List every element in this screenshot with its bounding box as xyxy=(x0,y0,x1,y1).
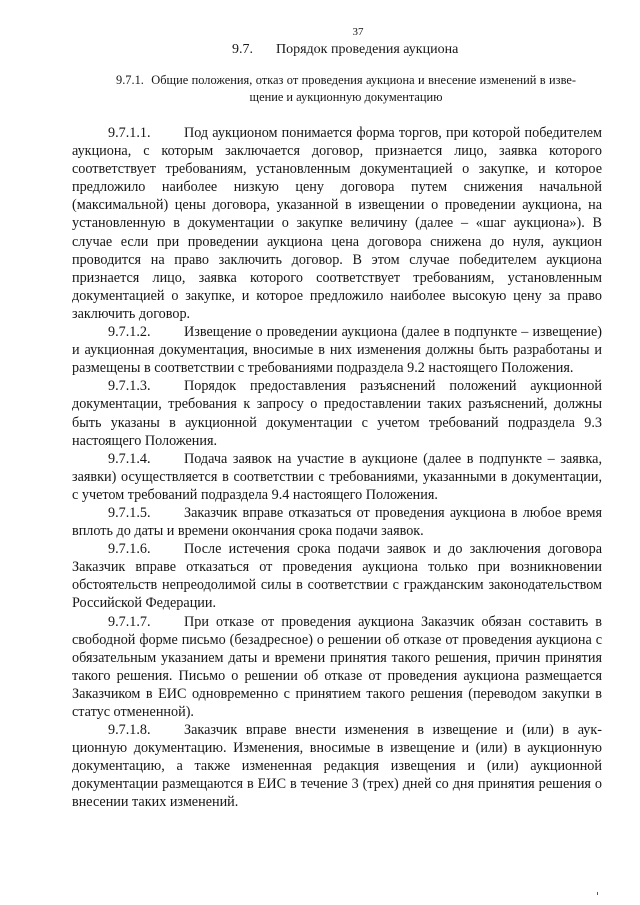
paragraph-number: 9.7.1.4. xyxy=(108,450,151,467)
paragraph-text: Подача заявок на участие в аукционе (далее в подпункте – заявка, заявки) осуществляется в соответствии с требованиями, указанными в документации, с учетом требований подраздела 9.4 настоящего Положения. xyxy=(72,450,602,503)
paragraph-number: 9.7.1.3. xyxy=(108,378,151,395)
paragraph-text: При отказе от проведения аукциона Заказчик обязан составить в свободной форме письмо (безадресное) о решении об отказе от проведения аукциона с обязательным указанием даты и времени принятия такого решения, причин принятия такого решения. Письмо о решении об отказе от проведения аукциона размещается Заказчиком в ЕИС одновременно с принятием такого решения (переводом закупки в статус отмененной). xyxy=(72,613,602,720)
paragraph-text: Порядок предоставления разъяснений положений аукционной документации, требования к запросу о предоставлении таких разъяснений, должны быть указаны в аукционной документации с учетом требований подраздела 9.3 настоящего Положения. xyxy=(72,378,602,449)
paragraph xyxy=(72,613,602,722)
subsection-heading xyxy=(116,72,576,105)
document-body xyxy=(72,124,602,812)
page-number: 37 xyxy=(352,26,364,38)
subsection-number: 9.7.1. xyxy=(116,73,144,87)
subsection-title: Общие положения, отказ от проведения аукциона и внесение изменений в извещение и аукционную документацию xyxy=(151,73,576,104)
paragraph-number: 9.7.1.6. xyxy=(108,541,151,558)
scan-speck xyxy=(597,892,598,895)
paragraph-text: Извещение о проведении аукциона (далее в подпункте – извещение) и аукционная документация, вносимые в них изменения должны быть разработаны и размещены в соответствии с требованиями подраздела 9.2 настоящего Положения. xyxy=(72,324,602,377)
section-heading xyxy=(232,42,458,58)
paragraph xyxy=(72,377,602,449)
paragraph xyxy=(72,504,602,540)
paragraph-text: Заказчик вправе внести изменения в извещение и (или) в аукционную документацию. Изменения, вносимые в извещение и (или) в аукционную документацию, а также измененная редакция извещения и (или) аукционной документации размещаются в ЕИС в течение 3 (трех) дней со дня принятия решения о внесении таких изменений. xyxy=(72,722,602,811)
section-title: Порядок проведения аукциона xyxy=(276,42,459,57)
paragraph-number: 9.7.1.8. xyxy=(108,722,151,739)
paragraph-number: 9.7.1.7. xyxy=(108,613,151,630)
paragraph-number: 9.7.1.1. xyxy=(108,125,151,141)
paragraph-text: Под аукционом понимается форма торгов, при которой победителем аукциона, с которым заключается договор, признается лицо, заявка которого соответствует требованиям, установленным документацией о закупке, и которое предложило наиболее низкую цену договора путем снижения начальной (максимальной) цены договора, указанной в извещении о проведении аукциона, на установленную в документации о закупке величину (далее – «шаг аукциона»). В случае если при проведении аукциона цена договора снижена до нуля, аукцион проводится на право заключить договор. В этом случае победителем аукциона признается лицо, заявка которого соответствует требованиям, установленным документацией о закупке, и которое предложило наиболее высокую цену за право заключить договор. xyxy=(72,125,602,322)
paragraph-text: После истечения срока подачи заявок и до заключения договора Заказчик вправе отказаться от проведения аукциона только при возникновении обстоятельств непреодолимой силы в соответствии с гражданским законодательством Российской Федерации. xyxy=(72,541,602,612)
paragraph xyxy=(72,540,602,612)
paragraph-number: 9.7.1.5. xyxy=(108,504,151,521)
paragraph xyxy=(72,124,602,323)
paragraph-number: 9.7.1.2. xyxy=(108,324,151,341)
paragraph xyxy=(72,323,602,377)
paragraph-text: Заказчик вправе отказаться от проведения аукциона в любое время вплоть до даты и времени окончания срока подачи заявок. xyxy=(72,504,602,540)
paragraph xyxy=(72,721,602,811)
section-number: 9.7. xyxy=(232,42,253,57)
paragraph xyxy=(72,450,602,504)
